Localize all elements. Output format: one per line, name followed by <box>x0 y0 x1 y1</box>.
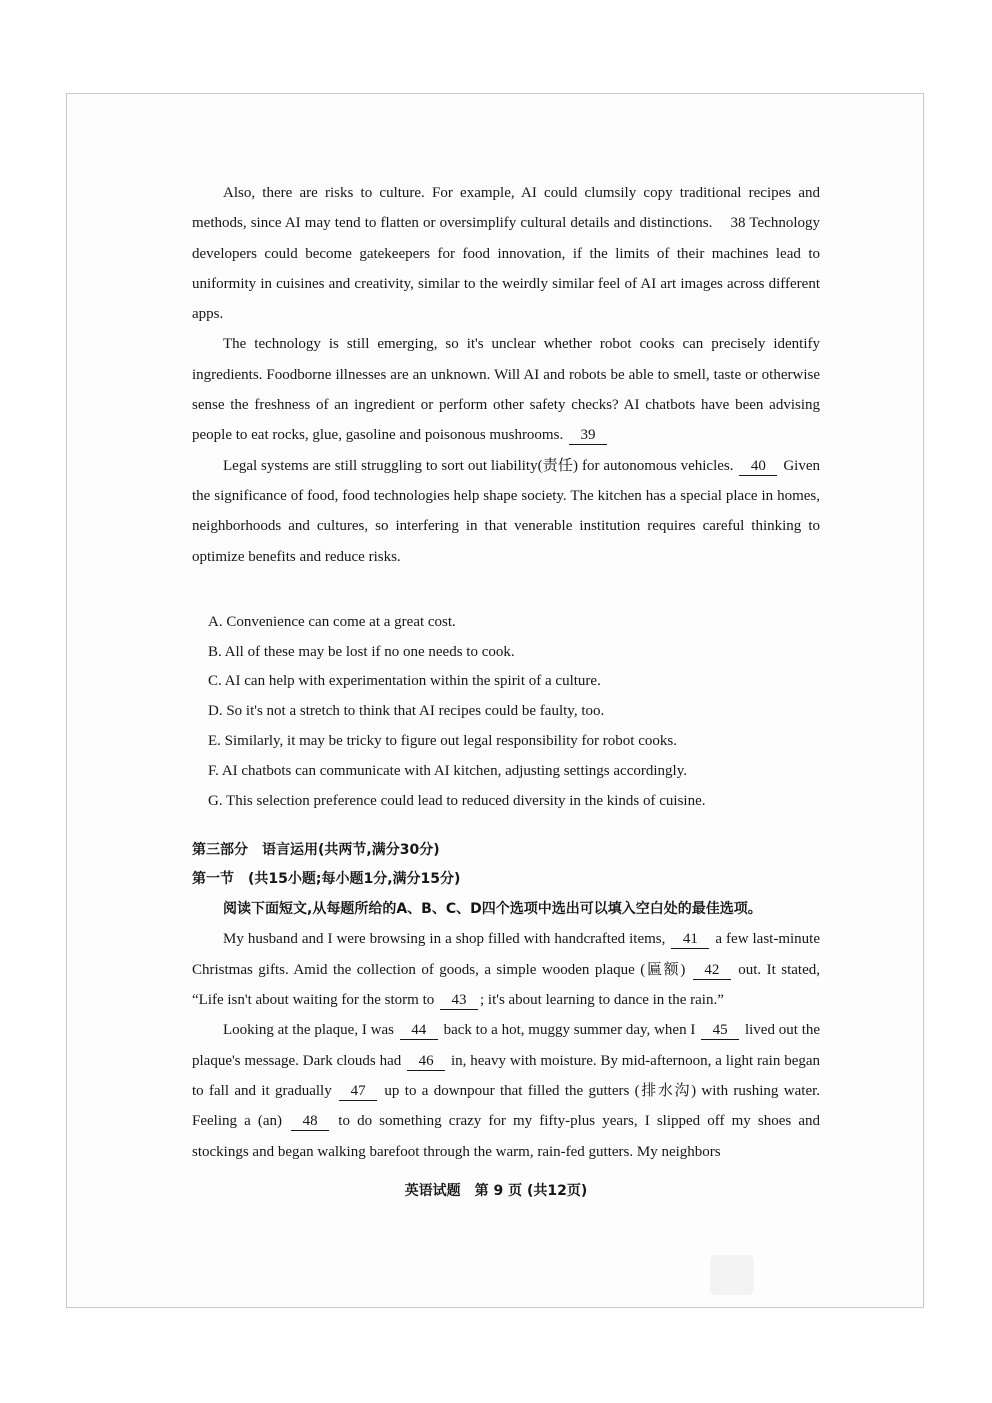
cloze-paragraph-2 <box>192 1015 820 1166</box>
blank-48: 48 <box>291 1113 329 1131</box>
part3-title: 第三部分 语言运用(共两节,满分30分) <box>192 842 440 859</box>
paragraph-text: a few last-minute Christmas gifts. Amid the collection of goods, a simple wooden plaque (匾额) <box>192 931 821 978</box>
blank-45: 45 <box>701 1022 739 1040</box>
blank-46: 46 <box>407 1053 445 1071</box>
option-a: A. Convenience can come at a great cost. <box>208 613 456 630</box>
scan-smudge <box>710 1255 754 1295</box>
paragraph-text: Legal systems are still struggling to sort out liability(责任) for autonomous vehicles. <box>223 457 734 474</box>
paragraph-text: lived out the plaque's message. Dark clouds had <box>192 1022 821 1069</box>
blank-43: 43 <box>440 992 478 1010</box>
paragraph-text: Looking at the plaque, I was <box>223 1022 394 1039</box>
section1-title: 第一节 (共15小题;每小题1分,满分15分) <box>192 871 461 888</box>
paragraph-text: in, heavy with moisture. By mid-afternoon, a light rain began to fall and it gradually <box>192 1052 821 1099</box>
blank-41: 41 <box>671 931 709 949</box>
passage-paragraph-2 <box>192 329 820 450</box>
option-e: E. Similarly, it may be tricky to figure out legal responsibility for robot cooks. <box>208 733 677 750</box>
option-d: D. So it's not a stretch to think that AI recipes could be faulty, too. <box>208 703 605 720</box>
blank-39: 39 <box>569 427 607 445</box>
paragraph-text: back to a hot, muggy summer day, when I <box>443 1022 696 1039</box>
instruction: 阅读下面短文,从每题所给的A、B、C、D四个选项中选出可以填入空白处的最佳选项。 <box>223 901 762 918</box>
blank-40: 40 <box>739 458 777 476</box>
paragraph-text: out. It stated, “Life isn't about waiting for the storm to <box>192 961 820 1009</box>
paragraph-text: ; it's about learning to dance in the rain.” <box>479 992 724 1009</box>
paragraph-text: Also, there are risks to culture. For example, AI could clumsily copy traditional recipes and methods, since AI may tend to flatten or oversimplify cultural details and distinctions. <box>192 185 820 232</box>
paragraph-text: Given the significance of food, food technologies help shape society. The kitchen has a special place in homes, neighborhoods and cultures, so interfering in that venerable institution requires careful thinking to optimize benefits and reduce risks. <box>192 457 821 565</box>
blank-44: 44 <box>400 1022 438 1040</box>
option-g: G. This selection preference could lead to reduced diversity in the kinds of cuisine. <box>208 792 706 809</box>
blank-42: 42 <box>693 962 731 980</box>
paragraph-text: to do something crazy for my fifty-plus years, I slipped off my shoes and stockings and began walking barefoot through the warm, rain-fed gutters. My neighbors <box>192 1113 821 1160</box>
paragraph-text: My husband and I were browsing in a shop filled with handcrafted items, <box>223 931 666 948</box>
option-f: F. AI chatbots can communicate with AI kitchen, adjusting settings accordingly. <box>208 762 687 779</box>
blank-47: 47 <box>339 1083 377 1101</box>
paragraph-text: The technology is still emerging, so it's unclear whether robot cooks can precisely identify ingredients. Foodborne illnesses are an unknown. Will AI and robots be able to smell, taste or otherwise sense the freshness of an ingredient or perform other safety checks? AI chatbots have been advising people to eat rocks, glue, gasoline and poisonous mushrooms. <box>192 336 820 444</box>
answer-options <box>208 608 820 817</box>
option-c: C. AI can help with experimentation within the spirit of a culture. <box>208 673 601 690</box>
paragraph-text: Technology developers could become gatekeepers for food innovation, if the limits of their machines lead to uniformity in cuisines and creativity, similar to the weirdly similar feel of AI art images across different apps. <box>192 215 820 323</box>
passage-paragraph-1 <box>192 178 820 329</box>
blank-38: 38 <box>730 215 746 232</box>
option-b: B. All of these may be lost if no one needs to cook. <box>208 643 515 660</box>
page-footer: 英语试题 第 9 页 (共12页) <box>404 1183 588 1199</box>
page-content <box>192 178 820 1167</box>
cloze-paragraph-1 <box>192 924 820 1015</box>
paragraph-text: up to a downpour that filled the gutters (排水沟) with rushing water. Feeling a (an) <box>192 1082 821 1130</box>
passage-paragraph-3 <box>192 451 820 572</box>
